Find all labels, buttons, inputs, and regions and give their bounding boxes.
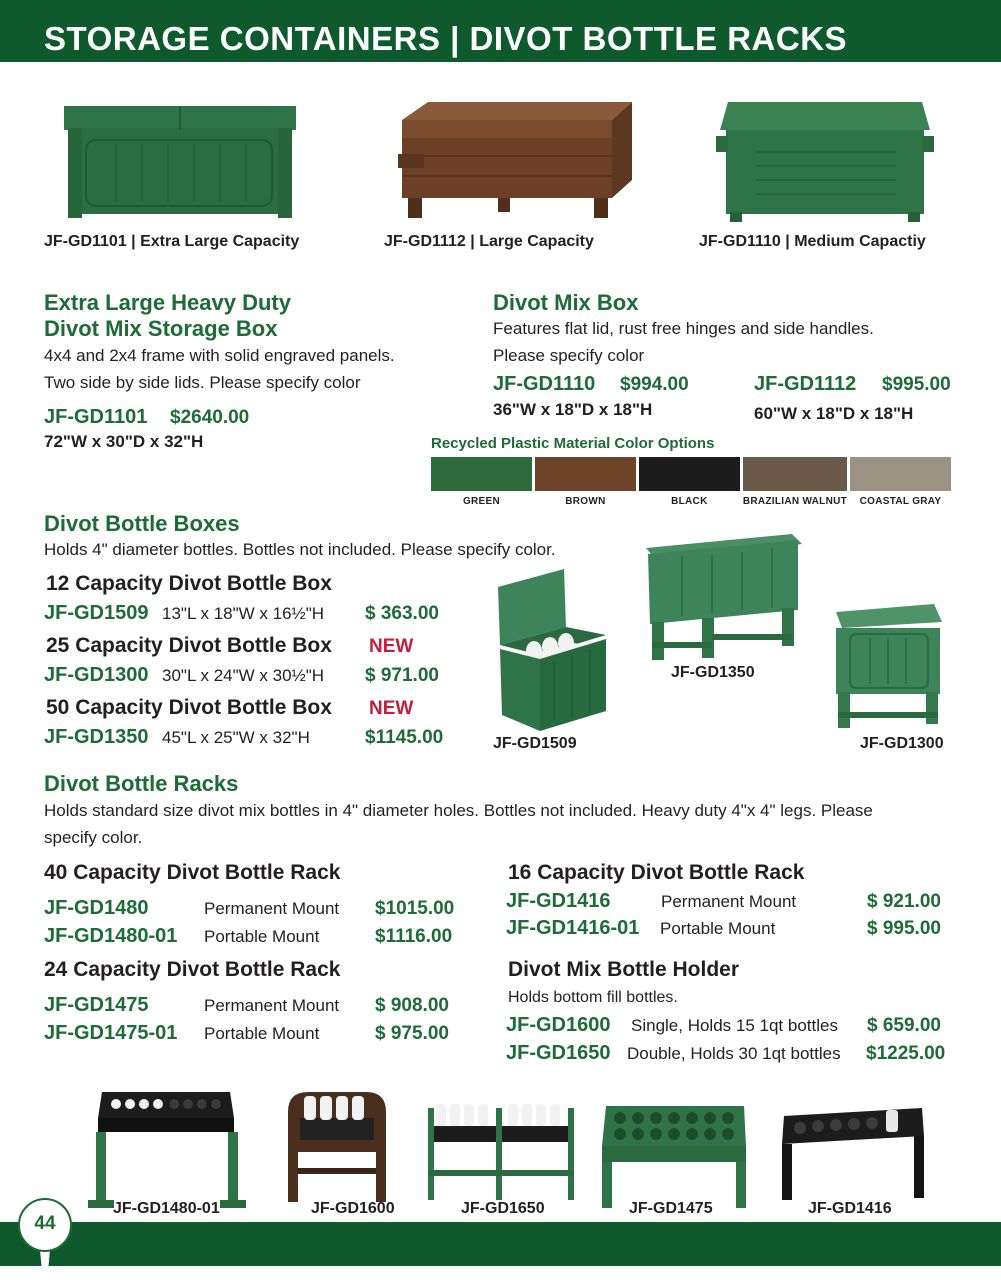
bottle-racks-desc-line2: specify color. [44,828,143,847]
caption-gd1112: JF-GD1112 | Large Capacity [384,233,594,250]
rack-price: $1116.00 [375,926,453,947]
page-number: 44 [34,1213,56,1234]
rack-price: $ 995.00 [867,918,941,939]
xl-box-desc-line2: Two side by side lids. Please specify color [44,373,361,392]
swatch-color-brown [535,457,636,491]
xl-box-price: $2640.00 [170,407,250,428]
page-title: STORAGE CONTAINERS | DIVOT BOTTLE RACKS [44,20,848,57]
color-options-title: Recycled Plastic Material Color Options [431,435,715,452]
bottle-box-name-1: 12 Capacity Divot Bottle Box [46,572,332,595]
product-image-gd1480-01 [88,1088,248,1218]
caption-gd1350: JF-GD1350 [671,664,755,681]
rack-price: $1015.00 [375,898,455,919]
caption-gd1101: JF-GD1101 | Extra Large Capacity [44,233,300,250]
bottle-box-dims-3: 45"L x 25"W x 32"H [162,728,310,747]
caption-gd1509: JF-GD1509 [493,735,577,752]
product-image-gd1110 [716,100,934,224]
bottle-boxes-desc: Holds 4" diameter bottles. Bottles not included. Please specify color. [44,540,556,559]
bottle-box-sku-3: JF-GD1350 [44,726,149,748]
mix-box-sku-2: JF-GD1112 [754,373,857,395]
product-image-gd1416 [778,1106,928,1202]
swatch-color-coastal-gray [850,457,951,491]
caption-gd1416: JF-GD1416 [808,1200,892,1217]
new-badge: NEW [369,636,414,657]
holder-price: $1225.00 [866,1043,946,1064]
caption-gd1300: JF-GD1300 [860,735,944,752]
bottle-holder-title: Divot Mix Bottle Holder [508,958,740,981]
product-image-gd1600 [282,1082,392,1208]
rack-40-title: 40 Capacity Divot Bottle Rack [44,861,341,884]
rack-sku: JF-GD1480 [44,897,149,919]
holder-price: $ 659.00 [867,1015,941,1036]
swatch-color-brazilian-walnut [743,457,847,491]
bottle-box-price-1: $ 363.00 [365,603,439,624]
caption-gd1480-01: JF-GD1480-01 [113,1200,220,1217]
rack-24-title: 24 Capacity Divot Bottle Rack [44,958,341,981]
swatch-label: BRAZILIAN WALNUT [742,496,848,507]
rack-sku: JF-GD1480-01 [44,925,178,947]
mix-box-price-2: $995.00 [882,374,951,395]
mix-box-desc-line2: Please specify color [493,346,645,365]
rack-price: $ 908.00 [375,995,449,1016]
rack-sku: JF-GD1475-01 [44,1022,178,1044]
mix-box-dims-1: 36"W x 18"D x 18"H [493,400,653,419]
xl-box-title-line1: Extra Large Heavy Duty [44,290,291,315]
swatch-coastal-gray [850,457,951,517]
swatch-label: GREEN [462,496,500,507]
swatch-color-green [431,457,532,491]
product-image-gd1101 [60,100,300,222]
rack-price: $ 975.00 [375,1023,449,1044]
product-image-gd1650 [424,1100,578,1204]
caption-gd1650: JF-GD1650 [461,1200,545,1217]
bottle-racks-title: Divot Bottle Racks [44,771,239,796]
holder-desc: Double, Holds 30 1qt bottles [627,1044,841,1063]
bottle-racks-desc-line1: Holds standard size divot mix bottles in 4" diameter holes. Bottles not included. Heavy duty 4"x 4" legs. Please [44,801,873,820]
caption-gd1475: JF-GD1475 [629,1200,713,1217]
product-image-gd1350 [642,530,804,662]
product-image-gd1475 [596,1102,752,1212]
mix-box-sku-1: JF-GD1110 [493,373,596,395]
rack-mount: Permanent Mount [204,996,340,1015]
bottle-box-name-2: 25 Capacity Divot Bottle Box [46,634,332,657]
mix-box-title: Divot Mix Box [493,290,639,315]
xl-box-dims: 72"W x 30"D x 32"H [44,432,204,451]
mix-box-dims-2: 60"W x 18"D x 18"H [754,404,914,423]
swatch-color-black [639,457,740,491]
rack-mount: Portable Mount [204,1024,320,1043]
holder-sku: JF-GD1600 [506,1014,611,1036]
product-image-gd1112 [398,98,634,222]
page-footer-bar [0,1222,1001,1266]
bottle-box-sku-2: JF-GD1300 [44,664,149,686]
bottle-holder-desc: Holds bottom fill bottles. [508,989,678,1006]
swatch-label: COASTAL GRAY [859,496,942,507]
rack-mount: Portable Mount [204,927,320,946]
rack-sku: JF-GD1475 [44,994,149,1016]
swatch-black [639,457,740,517]
swatch-brazilian-walnut [743,457,847,517]
swatch-label: BROWN [565,496,606,507]
rack-sku: JF-GD1416-01 [506,917,640,939]
rack-mount: Permanent Mount [661,892,797,911]
product-image-gd1300 [830,598,946,732]
rack-mount: Portable Mount [660,919,776,938]
swatch-green [431,457,532,517]
rack-sku: JF-GD1416 [506,890,611,912]
rack-mount: Permanent Mount [204,899,340,918]
golf-tee-icon [40,1250,50,1287]
mix-box-desc-line1: Features flat lid, rust free hinges and side handles. [493,319,874,338]
new-badge: NEW [369,698,414,719]
holder-sku: JF-GD1650 [506,1042,611,1064]
xl-box-title-line2: Divot Mix Storage Box [44,316,278,341]
rack-price: $ 921.00 [867,891,941,912]
bottle-box-dims-2: 30"L x 24"W x 30½"H [162,666,325,685]
color-swatches [431,457,951,517]
swatch-brown [535,457,636,517]
bottle-box-sku-1: JF-GD1509 [44,602,149,624]
holder-desc: Single, Holds 15 1qt bottles [631,1016,838,1035]
bottle-boxes-title: Divot Bottle Boxes [44,511,240,536]
caption-gd1600: JF-GD1600 [311,1200,395,1217]
xl-box-sku: JF-GD1101 [44,406,148,428]
rack-16-title: 16 Capacity Divot Bottle Rack [508,861,805,884]
xl-box-desc-line1: 4x4 and 2x4 frame with solid engraved panels. [44,346,395,365]
mix-box-price-1: $994.00 [620,374,689,395]
bottle-box-price-3: $1145.00 [365,727,444,748]
product-image-gd1509 [490,565,615,735]
swatch-label: BLACK [671,496,708,507]
caption-gd1110: JF-GD1110 | Medium Capactiy [699,233,926,250]
bottle-box-name-3: 50 Capacity Divot Bottle Box [46,696,332,719]
bottle-box-dims-1: 13"L x 18"W x 16½"H [162,604,325,623]
bottle-box-price-2: $ 971.00 [365,665,439,686]
